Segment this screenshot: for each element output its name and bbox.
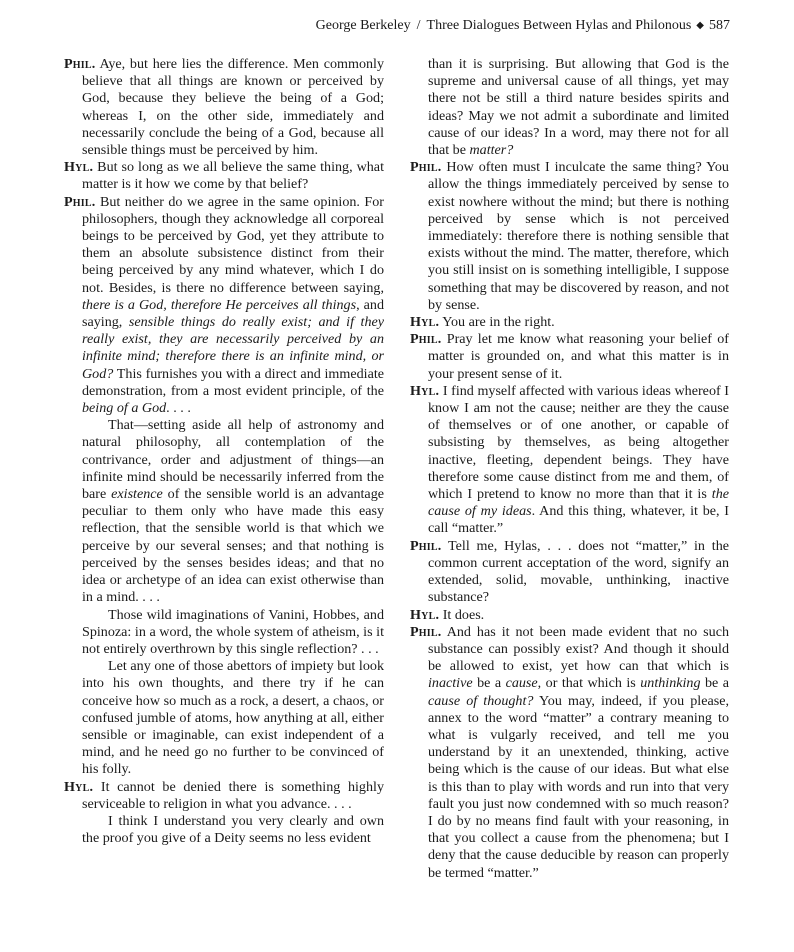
speaker-label: Hyl. [64, 778, 94, 795]
text-run: Let any one of those abettors of impiety but look into his own thoughts, and there try if he can conceive how so much as a rock, a desert, a chaos, or confused jumble of atoms, how anything at all, either sensible or imaginable, can exist independent of a mind, and he need go no further to be convinced of his folly. [82, 658, 384, 778]
italic-run: there is a God, therefore He perceives all things [82, 296, 357, 313]
header-separator: / [416, 18, 421, 33]
text-run: . . . . [166, 400, 191, 417]
text-run: That—setting aside all help of astronomy and natural philosophy, all contemplation of the contrivance, order and adjustment of things—an infinite mind should be necessarily inferred from the bare [82, 417, 384, 503]
speaker-label: Hyl. [410, 314, 440, 331]
header-title: Three Dialogues Between Hylas and Philonous [426, 18, 692, 33]
text-run: But so long as we all believe the same thing, what matter is it how we come by that belief? [82, 159, 384, 193]
text-run: And has it not been made evident that no such substance can possibly exist? And though it should be allowed to exist, yet how can that which is [428, 623, 730, 675]
text-run: It does. [442, 606, 485, 623]
text-run: Those wild imaginations of Vanini, Hobbes, and Spinoza: in a word, the whole system of atheism, is it not entirely overthrown by this single reflection? . . . [82, 606, 384, 657]
italic-run: cause [505, 675, 538, 692]
text-paragraph [410, 56, 729, 159]
speaker-label: Phil. [410, 159, 442, 176]
speaker-label: Hyl. [410, 382, 440, 399]
text-run: I find myself affected with various ideas whereof I know I am not the cause; neither are they the cause of themselves or of one another, or capable of subsisting by themselves, as being altogether inactive, fleeting, dependent beings. They have therefore some cause distinct from me and them, of which I pretend to know no more than that it is [428, 382, 729, 503]
speaker-label: Phil. [64, 193, 96, 210]
italic-run: cause of thought? [428, 692, 534, 709]
text-run: I think I understand you very clearly and own the proof you give of a Deity seems no less evident [82, 812, 384, 847]
text-run: . And this thing, whatever, it be, I call “matter.” [428, 503, 730, 537]
italic-run: inactive [428, 675, 473, 692]
speaker-label: Phil. [410, 537, 442, 554]
text-run: be a [700, 675, 729, 692]
dialogue-paragraph [64, 194, 384, 418]
dialogue-paragraph [64, 779, 384, 813]
text-run: You are in the right. [442, 314, 555, 331]
dialogue-paragraph [64, 56, 384, 159]
dialogue-paragraph [410, 159, 729, 314]
speaker-label: Hyl. [410, 606, 440, 623]
right-column [410, 56, 729, 882]
dialogue-paragraph [410, 331, 729, 383]
italic-run: matter? [469, 142, 514, 159]
text-run: Aye, but here lies the difference. Men commonly believe that all things are known or perceived by God, because they believe the being of a God; whereas I, on the other side, immediately and necessarily conclude the being of a God, because all sensible things must be perceived by him. [82, 56, 385, 159]
text-run: be a [472, 675, 506, 692]
text-paragraph [64, 417, 384, 606]
italic-run: unthinking [640, 675, 701, 692]
text-run: Pray let me know what reasoning your belief of matter is grounded on, and what this matter is in your present sense of it. [428, 331, 729, 382]
text-run: It cannot be denied there is something highly serviceable to religion in what you advance. . . . [82, 778, 384, 812]
speaker-label: Hyl. [64, 159, 94, 176]
italic-run: existence [111, 486, 163, 503]
text-run: Tell me, Hylas, . . . does not “matter,” in the common current acceptation of the word, signify an extended, solid, movable, unthinking, inactive substance? [428, 537, 729, 606]
text-run: This furnishes you with a direct and immediate demonstration, from a most evident principle, of the [82, 365, 384, 399]
text-paragraph [64, 658, 384, 778]
italic-run: the cause of my ideas [428, 486, 729, 520]
text-run: But neither do we agree in the same opinion. For philosophers, though they acknowledge all corporeal beings to be perceived by God, yet they attribute to them an absolute subsistence distinct from their being perceived by any mind whatever, which I do not. Besides, is there no difference between saying, [82, 193, 384, 296]
dialogue-paragraph [410, 383, 729, 538]
text-run: How often must I inculcate the same thing? You allow the things immediately perceived by sense to exist nowhere without the mind; but there is nothing perceived by sense which is not perceived immediately: therefore there is nothing sensible that exists without the mind. The matter, therefore, which you still insist on is something intelligible, I suppose something that may be discovered by reason, and not by sense. [428, 159, 729, 313]
running-header [316, 17, 730, 36]
speaker-label: Phil. [410, 623, 442, 640]
text-run: than it is surprising. But allowing that God is the supreme and universal cause of all things, yet may there not be still a third nature besides spirits and ideas? May we not admit a subordinate and limited cause of our ideas? In a word, may there not for all that be [428, 56, 729, 159]
text-run: You may, indeed, if you please, annex to the word “matter” a contrary meaning to what is vulgarly received, and tell me you understand by it an unextended, thinking, active being which is the cause of our ideas. But what else is this than to play with words and run into that very fault you just now condemned with so much reason? I do by no means find fault with your reasoning, in that you collect a cause from the phenomena; but I deny that the cause deducible by reason can properly be termed “matter.” [428, 692, 729, 881]
speaker-label: Phil. [64, 56, 96, 72]
text-run: , and saying, [82, 296, 384, 331]
dialogue-paragraph [410, 314, 729, 331]
left-column [64, 56, 384, 847]
italic-run: being of a God [82, 400, 167, 417]
dialogue-paragraph [410, 538, 729, 607]
dialogue-paragraph [410, 624, 729, 882]
header-author: George Berkeley [315, 18, 411, 33]
text-run: , or that which is [537, 675, 641, 692]
page-number: 587 [709, 18, 730, 33]
dialogue-paragraph [410, 607, 729, 624]
text-paragraph [64, 607, 384, 659]
text-paragraph [64, 813, 384, 847]
text-run: of the sensible world is an advantage peculiar to them only who have made this easy reflection, that the sensible world is that which we perceive by our several senses; and that nothing is perceived by the senses besides ideas; and that no idea or archetype of an idea can exist otherwise than in a mind. . . . [82, 486, 384, 606]
italic-run: sensible things do really exist; and if they really exist, they are necessarily perceived by an infinite mind; therefore there is an infinite mind, or God? [82, 314, 385, 382]
dialogue-paragraph [64, 159, 384, 193]
speaker-label: Phil. [410, 331, 442, 348]
diamond-icon: ◆ [696, 20, 704, 31]
